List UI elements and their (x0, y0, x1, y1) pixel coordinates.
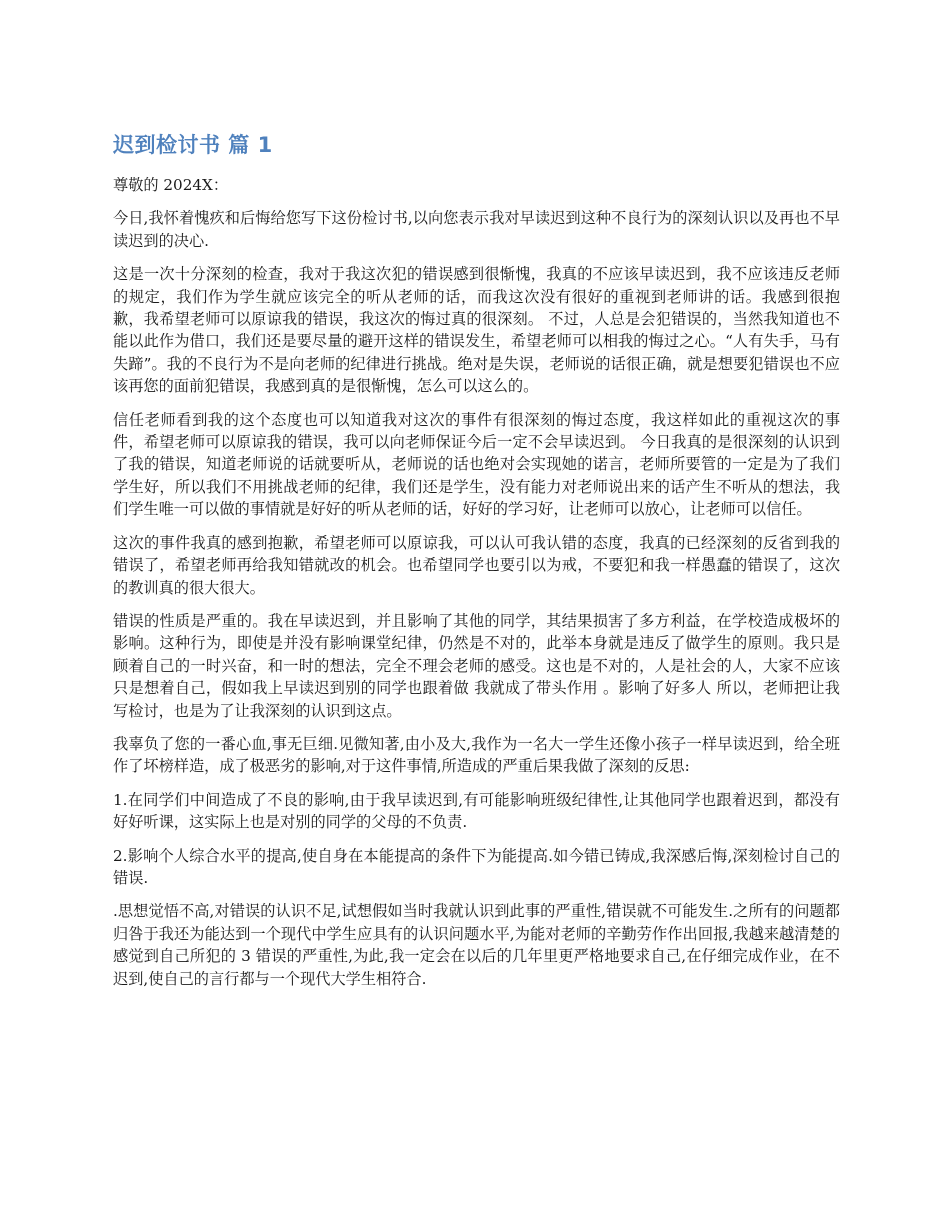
body-paragraph: 这次的事件我真的感到抱歉，希望老师可以原谅我，可以认可我认错的态度，我真的已经深刻的反省到我的错误了，希望老师再给我知错就改的机会。也希望同学也要引以为戒，不要犯和我一样愚蠢的错误了，这次的教训真的很大很大。 (113, 533, 840, 597)
document-title: 迟到检讨书 篇 1 (113, 133, 273, 157)
body-paragraph: 今日,我怀着愧疚和后悔给您写下这份检讨书,以向您表示我对早读迟到这种不良行为的深刻认识以及再也不早读迟到的决心. (113, 209, 840, 250)
salutation: 尊敬的 2024X： (113, 176, 229, 194)
document-page (113, 130, 840, 1001)
body-paragraph: 我辜负了您的一番心血,事无巨细.见微知著,由小及大,我作为一名大一学生还像小孩子一样早读迟到，给全班作了坏榜样造，成了极恶劣的影响,对于这件事情,所造成的严重后果我做了深刻的反思: (113, 734, 840, 776)
body-paragraph: 错误的性质是严重的。我在早读迟到，并且影响了其他的同学，其结果损害了多方利益，在学校造成极坏的影响。这种行为，即使是并没有影响课堂纪律，仍然是不对的，此举本身就是违反了做学生的原则。我只是顾着自己的一时兴奋，和一时的想法，完全不理会老师的感受。这也是不对的，人是社会的人，大家不应该只是想着自己，假如我上早读迟到别的同学也跟着做 我就成了带头作用 。影响了好多人 所以，老师把让我写检讨，也是为了让我深刻的认识到这点。 (113, 611, 840, 720)
list-item: .思想觉悟不高,对错误的认识不足,试想假如当时我就认识到此事的严重性,错误就不可能发生.之所有的问题都归咎于我还为能达到一个现代中学生应具有的认识问题水平,为能对老师的辛勤劳作作出回报,我越来越清楚的感觉到自己所犯的 3 错误的严重性,为此,我一定会在以后的几年里更严格地要求自己,在仔细完成作业，在不迟到,使自己的言行都与一个现代大学生相符合. (113, 902, 840, 988)
list-item: 2.影响个人综合水平的提高,使自身在本能提高的条件下为能提高.如今错已铸成,我深感后悔,深刻检讨自己的错误. (113, 846, 840, 887)
body-paragraph: 这是一次十分深刻的检查，我对于我这次犯的错误感到很惭愧，我真的不应该早读迟到，我不应该违反老师的规定，我们作为学生就应该完全的听从老师的话，而我这次没有很好的重视到老师讲的话。我感到很抱歉，我希望老师可以原谅我的错误，我这次的悔过真的很深刻。 不过，人总是会犯错误的，当然我知道也不能以此作为借口，我们还是要尽量的避开这样的错误发生，希望老师可以相我的悔过之心。“人有失手，马有失蹄”。我的不良行为不是向老师的纪律进行挑战。绝对是失误，老师说的话很正确，就是想要犯错误也不应该再您的面前犯错误，我感到真的是很惭愧，怎么可以这么的。 (113, 265, 840, 396)
body-paragraph: 信任老师看到我的这个态度也可以知道我对这次的事件有很深刻的悔过态度，我这样如此的重视这次的事件，希望老师可以原谅我的错误，我可以向老师保证今后一定不会早读迟到。 今日我真的是很深刻的认识到了我的错误，知道老师说的话就要听从，老师说的话也绝对会实现她的诺言，老师所要管的一定是为了我们学生好，所以我们不用挑战老师的纪律，我们还是学生，没有能力对老师说出来的话产生不听从的想法，我们学生唯一可以做的事情就是好好的听从老师的话，好好的学习好，让老师可以放心，让老师可以信任。 (113, 410, 840, 519)
list-item: 1.在同学们中间造成了不良的影响,由于我早读迟到,有可能影响班级纪律性,让其他同学也跟着迟到，都没有好好听课，这实际上也是对别的同学的父母的不负责. (113, 790, 840, 832)
